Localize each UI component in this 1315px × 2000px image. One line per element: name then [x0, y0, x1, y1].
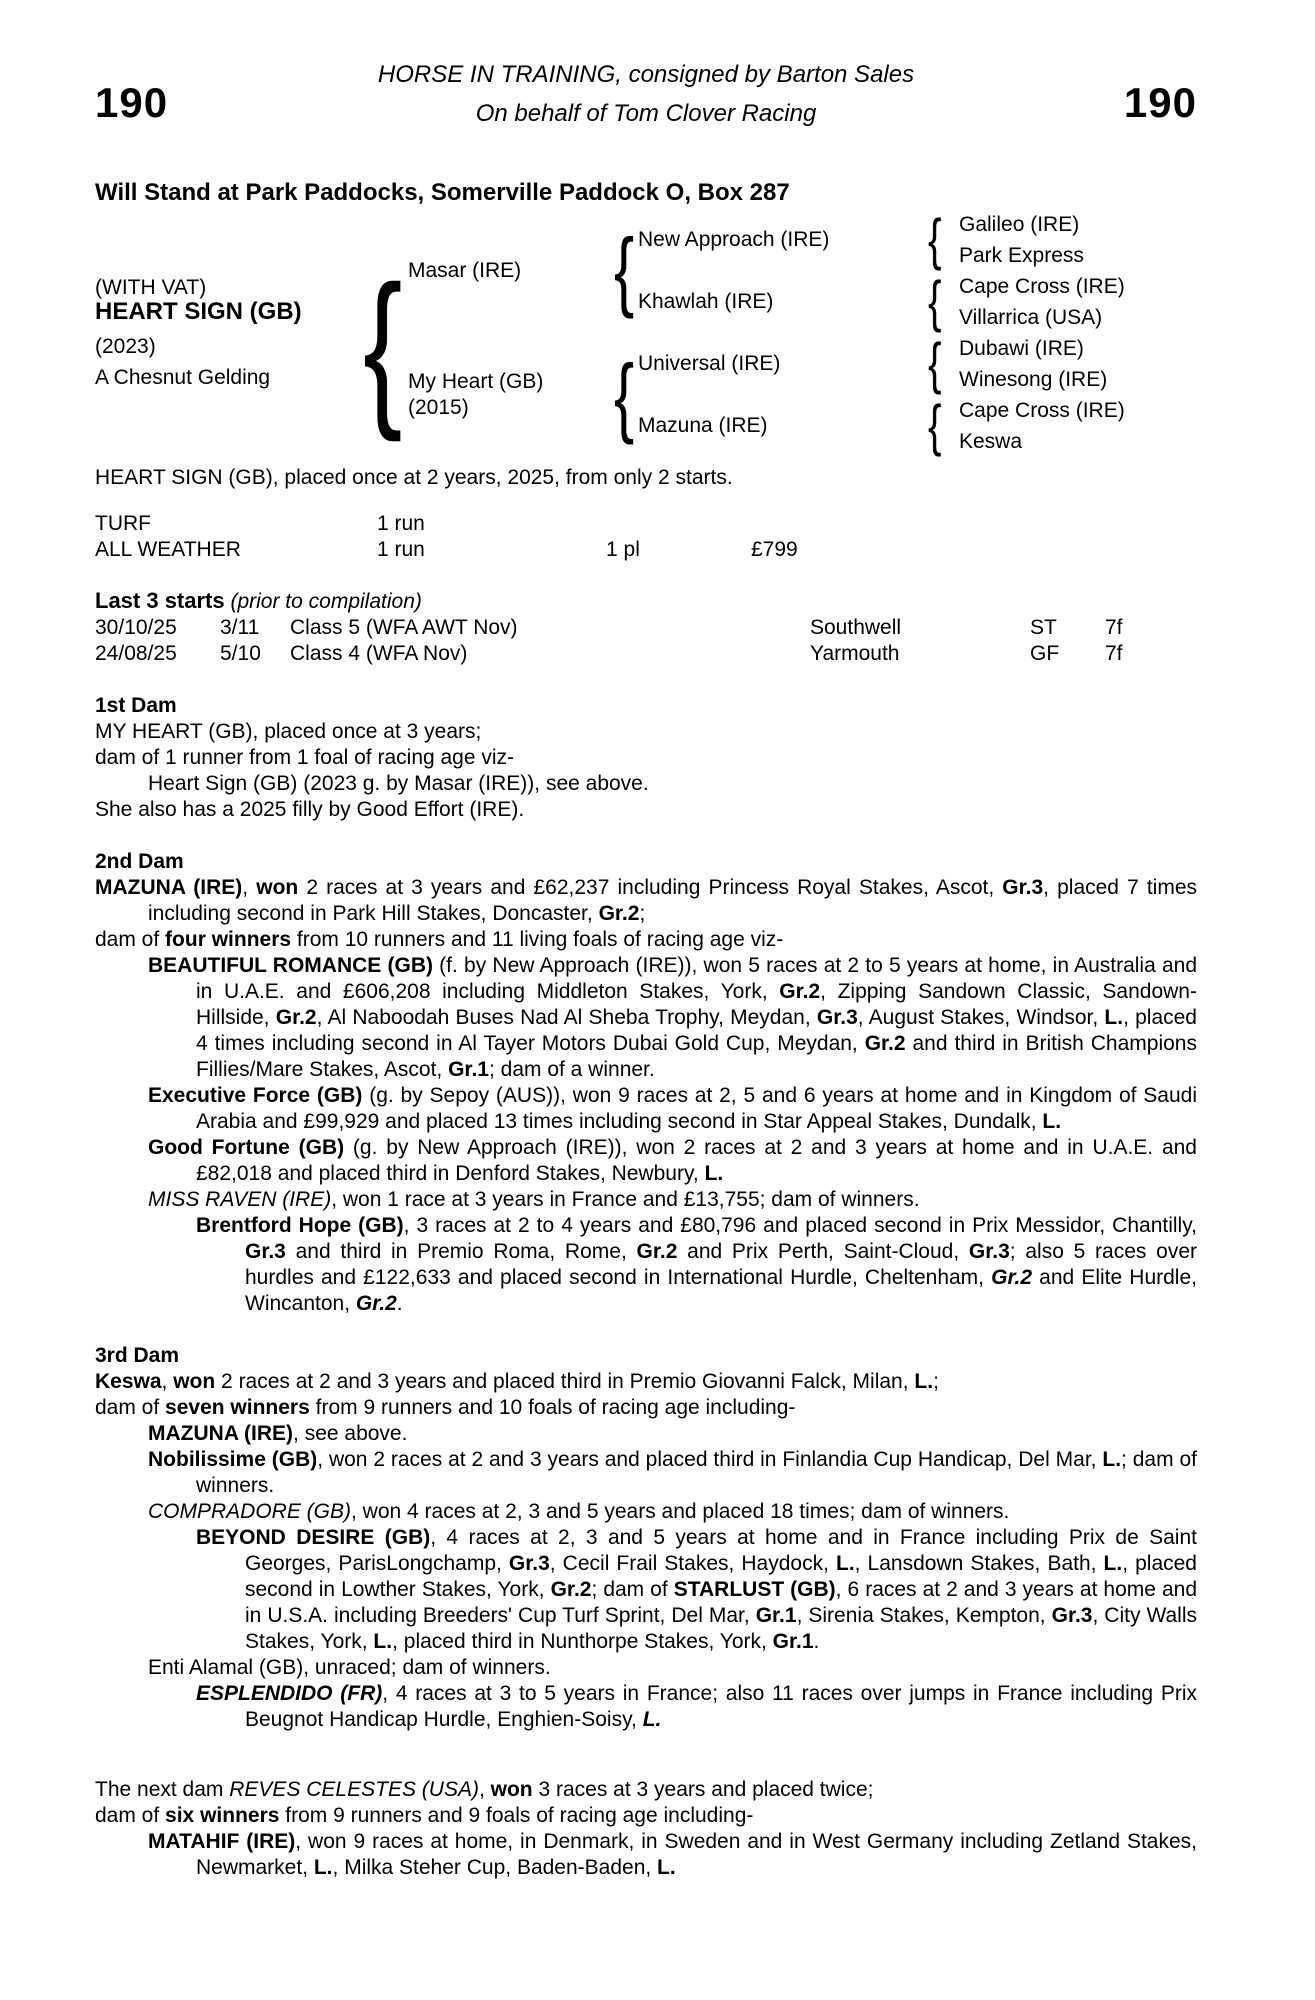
text-run: L.: [373, 1630, 393, 1653]
text-run: Nobilissime (GB): [148, 1448, 318, 1471]
text-run: , August Stakes, Windsor,: [857, 1006, 1105, 1029]
text-run: She also has a 2025 filly by Good Effort (IRE).: [95, 798, 525, 821]
horse-description: A Chesnut Gelding: [95, 366, 271, 389]
last-starts-rows: [95, 615, 1197, 667]
text-run: , City Walls Stakes, York,: [245, 1604, 1197, 1653]
going-code: ST: [1030, 616, 1057, 639]
sire-name: Masar (IRE): [408, 259, 522, 282]
pedigree-brace-gg1: [928, 207, 946, 269]
dam-name: My Heart (GB): [408, 370, 544, 393]
pedigree-paragraph: [95, 1395, 1197, 1421]
text-run: Gr.1: [772, 1630, 814, 1653]
lot-number-right: 190: [1123, 79, 1197, 126]
text-run: Gr.1: [755, 1604, 797, 1627]
text-run: ,: [161, 1370, 174, 1393]
text-run: MY HEART (GB), placed once at 3 years;: [95, 720, 482, 743]
horse-name: HEART SIGN (GB): [95, 298, 302, 325]
text-run: (g. by Sepoy (AUS)), won 9 races at 2, 5 and 6 years at home and in Kingdom of Saudi Arabia and £99,929 and placed 13 times including second in Star Appeal Stakes, Dundalk,: [196, 1084, 1197, 1133]
great-grandsire-2: Cape Cross (IRE): [959, 275, 1125, 298]
surface-label: ALL WEATHER: [95, 538, 241, 561]
text-run: from 10 runners and 11 living foals of racing age viz-: [291, 928, 784, 951]
text-run: 3 races at 3 years and placed twice;: [532, 1778, 874, 1801]
text-run: Enti Alamal (GB), unraced; dam of winners.: [148, 1656, 551, 1679]
text-run: Keswa: [95, 1370, 162, 1393]
text-run: , 3 races at 2 to 4 years and £80,796 and placed second in Prix Messidor, Chantilly,: [403, 1214, 1197, 1237]
section-heading: 1st Dam: [95, 694, 177, 717]
start-date: 24/08/25: [95, 642, 177, 665]
text-run: ; dam of winners.: [196, 1448, 1197, 1497]
pedigree-paragraph: [95, 771, 1197, 797]
pedigree-brace-gg4: [928, 393, 946, 455]
text-run: MISS RAVEN (IRE): [148, 1188, 332, 1211]
earnings-value: [751, 511, 1197, 537]
text-run: from 9 runners and 10 foals of racing age including-: [309, 1396, 796, 1419]
text-run: Gr.2: [779, 980, 821, 1003]
text-run: L.: [642, 1708, 662, 1731]
last-starts-block: [95, 588, 1197, 667]
text-run: (g. by New Approach (IRE)), won 2 races at 2 and 3 years at home and in U.A.E. and £82,018 and placed third in Denford Stakes, Newbury,: [196, 1136, 1197, 1185]
pedigree-brace-gg3: [928, 331, 946, 393]
pedigree-paragraph: [95, 1187, 1197, 1213]
great-granddam-2: Villarrica (USA): [959, 306, 1103, 329]
race-class: Class 4 (WFA Nov): [290, 642, 468, 665]
text-run: L.: [1042, 1110, 1062, 1133]
text-run: , 4 races at 3 to 5 years in France; also 11 races over jumps in France including Prix Beugnot Handicap Hurdle, Enghien-Soisy,: [245, 1682, 1197, 1731]
sire-of-dam: Universal (IRE): [638, 352, 781, 375]
text-run: won: [490, 1778, 533, 1801]
pedigree-paragraph: [95, 1803, 1197, 1829]
text-run: (f. by New Approach (IRE)), won 5 races at 2 to 5 years at home, in Australia and in U.A.E. and £606,208 including Middleton Stakes, York,: [196, 954, 1197, 1003]
last-start-row: [95, 641, 1197, 667]
race-record-row: [95, 537, 1197, 563]
text-run: REVES CELESTES (USA): [229, 1778, 479, 1801]
text-run: ,: [242, 876, 257, 899]
text-run: L.: [704, 1162, 724, 1185]
text-run: , Lansdown Stakes, Bath,: [854, 1552, 1104, 1575]
page-header: [95, 60, 1197, 128]
text-run: , see above.: [293, 1422, 408, 1445]
text-run: L.: [1103, 1552, 1123, 1575]
text-run: , placed 7 times including second in Park Hill Stakes, Doncaster,: [148, 876, 1198, 925]
pedigree-paragraph: [95, 797, 1197, 823]
text-run: Gr.2: [864, 1032, 906, 1055]
great-granddam-4: Keswa: [959, 430, 1023, 453]
text-run: ;: [933, 1370, 939, 1393]
text-run: MATAHIF (IRE): [148, 1830, 296, 1853]
text-run: L.: [914, 1370, 934, 1393]
runs-value: 1 run: [377, 512, 425, 535]
pedigree-paragraph: [95, 1499, 1197, 1525]
text-run: four winners: [165, 928, 292, 951]
last-start-row: [95, 615, 1197, 641]
text-run: Gr.2: [598, 902, 640, 925]
text-run: 2 races at 2 and 3 years and placed third in Premio Giovanni Falck, Milan,: [215, 1370, 915, 1393]
great-granddam-3: Winesong (IRE): [959, 368, 1108, 391]
pedigree-paragraph: [95, 927, 1197, 953]
text-run: Gr.3: [968, 1240, 1010, 1263]
text-run: , Al Naboodah Buses Nad Al Sheba Trophy, Meydan,: [316, 1006, 817, 1029]
great-granddam-1: Park Express: [959, 244, 1084, 267]
places-value: [606, 511, 751, 537]
text-run: L.: [313, 1856, 333, 1879]
dam-section-1st-dam: [95, 693, 1197, 823]
text-run: , Milka Steher Cup, Baden-Baden,: [332, 1856, 658, 1879]
pedigree-paragraph: [95, 875, 1197, 927]
text-run: Gr.2: [275, 1006, 317, 1029]
on-behalf-line: On behalf of Tom Clover Racing: [475, 100, 817, 127]
text-run: and third in Premio Roma, Rome,: [285, 1240, 637, 1263]
text-run: L.: [657, 1856, 676, 1879]
text-run: Gr.3: [508, 1552, 550, 1575]
text-run: Gr.3: [245, 1240, 286, 1263]
text-run: dam of: [95, 1804, 166, 1827]
pedigree-paragraph: [95, 1829, 1197, 1881]
great-grandsire-4: Cape Cross (IRE): [959, 399, 1125, 422]
text-run: and Prix Perth, Saint-Cloud,: [677, 1240, 969, 1263]
pedigree-paragraph: [95, 1777, 1197, 1803]
text-run: .: [396, 1292, 403, 1315]
text-run: six winners: [165, 1804, 280, 1827]
pedigree-paragraph: [95, 1525, 1197, 1655]
dam-of-dam: Mazuna (IRE): [638, 414, 768, 437]
stand-location-line: Will Stand at Park Paddocks, Somerville Paddock O, Box 287: [95, 179, 790, 206]
text-run: ESPLENDIDO (FR): [196, 1682, 383, 1705]
text-run: ; dam of a winner.: [488, 1058, 655, 1081]
text-run: Heart Sign (GB) (2023 g. by Masar (IRE)), see above.: [148, 772, 649, 795]
text-run: Gr.2: [991, 1266, 1033, 1289]
distance: 7f: [1105, 616, 1123, 639]
text-run: , won 4 races at 2, 3 and 5 years and placed 18 times; dam of winners.: [351, 1500, 1010, 1523]
section-heading: 3rd Dam: [95, 1344, 180, 1367]
horse-foaling-year: (2023): [95, 335, 156, 358]
dam-section-2nd-dam: [95, 849, 1197, 1317]
text-run: COMPRADORE (GB): [148, 1500, 352, 1523]
text-run: BEYOND DESIRE (GB): [196, 1526, 431, 1549]
pedigree-paragraph: [95, 1135, 1197, 1187]
text-run: seven winners: [165, 1396, 310, 1419]
course-name: Southwell: [810, 616, 902, 639]
pedigree-paragraph: [95, 1681, 1197, 1733]
pedigree-brace-gg2: [928, 269, 946, 331]
text-run: won: [173, 1370, 216, 1393]
text-run: Brentford Hope (GB): [196, 1214, 404, 1237]
text-run: Gr.3: [816, 1006, 858, 1029]
vat-note: (WITH VAT): [95, 276, 207, 299]
text-run: .: [813, 1630, 820, 1653]
sire-of-sire: New Approach (IRE): [638, 228, 830, 251]
dam-sections: [95, 693, 1197, 1881]
going-code: GF: [1030, 642, 1060, 665]
runs-value: 1 run: [377, 538, 425, 561]
text-run: ; dam of: [591, 1578, 674, 1601]
text-run: Gr.1: [448, 1058, 489, 1081]
pedigree-paragraph: [95, 1447, 1197, 1499]
text-run: , Sirenia Stakes, Kempton,: [796, 1604, 1052, 1627]
text-run: 2 races at 3 years and £62,237 including Princess Royal Stakes, Ascot,: [298, 876, 1003, 899]
surface-label: TURF: [95, 512, 151, 535]
course-name: Yarmouth: [810, 642, 900, 665]
text-run: ,: [478, 1778, 491, 1801]
text-run: Gr.3: [1051, 1604, 1093, 1627]
pedigree-paragraph: [95, 745, 1197, 771]
text-run: and Elite Hurdle, Wincanton,: [245, 1266, 1197, 1315]
text-run: MAZUNA (IRE): [95, 876, 243, 899]
pedigree-paragraph: [95, 1421, 1197, 1447]
pedigree-paragraph: [95, 1083, 1197, 1135]
text-run: Gr.3: [1002, 876, 1044, 899]
pedigree-paragraph: [95, 1213, 1197, 1317]
pedigree-paragraph: [95, 1655, 1197, 1681]
text-run: The next dam: [95, 1778, 230, 1801]
text-run: , won 9 races at home, in Denmark, in Sweden and in West Germany including Zetland Stakes, Newmarket,: [196, 1830, 1197, 1879]
pedigree-paragraph: [95, 953, 1197, 1083]
text-run: from 9 runners and 9 foals of racing age including-: [279, 1804, 754, 1827]
text-run: , won 2 races at 2 and 3 years and placed third in Finlandia Cup Handicap, Del Mar,: [317, 1448, 1103, 1471]
dam-foaling-year: (2015): [408, 396, 469, 419]
text-run: ;: [639, 902, 646, 925]
text-run: dam of 1 runner from 1 foal of racing age viz-: [95, 746, 515, 769]
text-run: , placed 4 times including second in Al Tayer Motors Dubai Gold Cup, Meydan,: [196, 1006, 1197, 1055]
text-run: , won 1 race at 3 years in France and £13,755; dam of winners.: [331, 1188, 920, 1211]
section-heading: 2nd Dam: [95, 850, 184, 873]
text-run: BEAUTIFUL ROMANCE (GB): [148, 954, 433, 977]
consignment-line: HORSE IN TRAINING, consigned by Barton Sales: [377, 61, 915, 88]
pedigree-paragraph: [95, 1369, 1197, 1395]
text-run: MAZUNA (IRE): [148, 1422, 294, 1445]
pedigree-table: [95, 207, 1197, 457]
dam-of-sire: Khawlah (IRE): [638, 290, 774, 313]
text-run: L.: [1102, 1448, 1122, 1471]
text-run: , 6 races at 2 and 3 years at home and in U.S.A. including Breeders' Cup Turf Sprint, Del Mar,: [245, 1578, 1198, 1627]
finish-position: 3/11: [220, 616, 260, 639]
text-run: won: [256, 876, 299, 899]
text-run: Executive Force (GB): [148, 1084, 363, 1107]
earnings-value: £799: [751, 538, 798, 561]
text-run: , Zipping Sandown Classic, Sandown-Hillside,: [196, 980, 1197, 1029]
lot-number-left: 190: [95, 79, 169, 126]
dam-section-3rd-dam: [95, 1343, 1197, 1733]
text-run: dam of: [95, 928, 166, 951]
text-run: , Cecil Frail Stakes, Haydock,: [549, 1552, 836, 1575]
text-run: dam of: [95, 1396, 166, 1419]
race-record-table: [95, 511, 1197, 563]
text-run: and third in British Champions Fillies/Mare Stakes, Ascot,: [196, 1032, 1197, 1081]
places-value: 1 pl: [606, 538, 640, 561]
race-record-summary: HEART SIGN (GB), placed once at 2 years, 2025, from only 2 starts.: [95, 466, 733, 489]
race-record-row: [95, 511, 1197, 537]
text-run: Good Fortune (GB): [148, 1136, 345, 1159]
text-run: STARLUST (GB): [673, 1578, 836, 1601]
dam-section-next-dam: [95, 1777, 1197, 1881]
text-run: , placed second in Lowther Stakes, York,: [245, 1552, 1197, 1601]
last-starts-title: Last 3 starts: [95, 588, 225, 613]
great-grandsire-3: Dubawi (IRE): [959, 337, 1084, 360]
great-grandsire-1: Galileo (IRE): [959, 213, 1080, 236]
text-run: L.: [836, 1552, 855, 1575]
start-date: 30/10/25: [95, 616, 177, 639]
text-run: L.: [1104, 1006, 1124, 1029]
text-run: ; also 5 races over hurdles and £122,633 and placed second in International Hurdle, Cheltenham,: [245, 1240, 1198, 1289]
text-run: Gr.2: [355, 1292, 397, 1315]
distance: 7f: [1105, 642, 1123, 665]
pedigree-paragraph: [95, 719, 1197, 745]
text-run: , placed third in Nunthorpe Stakes, York,: [392, 1630, 773, 1653]
last-starts-heading: [95, 588, 1197, 615]
text-run: Gr.2: [550, 1578, 592, 1601]
race-class: Class 5 (WFA AWT Nov): [290, 616, 518, 639]
text-run: Gr.2: [636, 1240, 678, 1263]
last-starts-subtitle: (prior to compilation): [230, 590, 422, 613]
finish-position: 5/10: [220, 642, 261, 665]
text-run: , 4 races at 2, 3 and 5 years at home and in France including Prix de Saint Georges, ParisLongchamp,: [245, 1526, 1197, 1575]
